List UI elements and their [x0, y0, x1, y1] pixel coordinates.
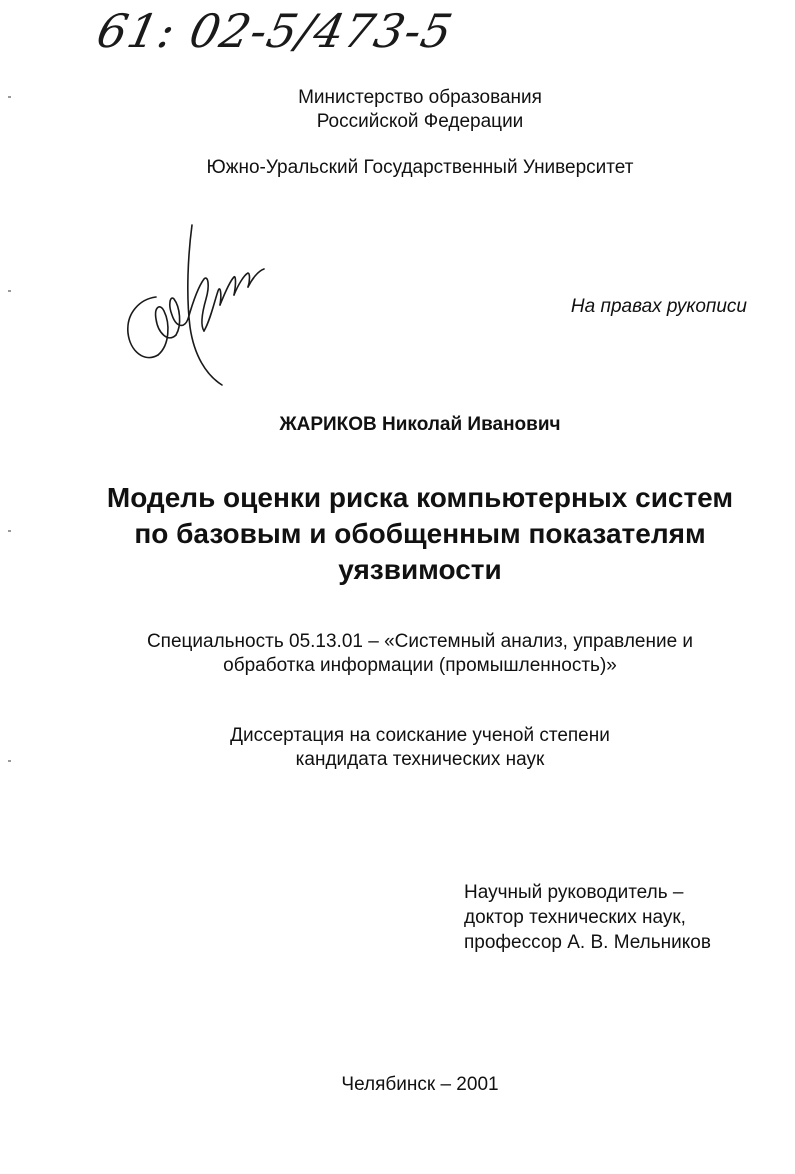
title-line-3: уязвимости	[338, 554, 502, 585]
manuscript-rights-note: На правах рукописи	[570, 296, 747, 317]
supervisor-line-3: профессор А. В. Мельников	[464, 932, 711, 953]
scan-margin-mark	[8, 290, 11, 292]
scientific-supervisor	[464, 880, 711, 955]
handwritten-archive-code: 61: 02-5/473-5	[92, 4, 458, 58]
dissertation-title	[70, 480, 770, 588]
supervisor-line-1: Научный руководитель –	[464, 882, 684, 903]
ministry-line-1: Министерство образования	[298, 87, 542, 108]
degree-statement	[170, 724, 670, 772]
scan-margin-mark	[8, 96, 11, 98]
supervisor-line-2: доктор технических наук,	[464, 907, 686, 928]
degree-line-2: кандидата технических наук	[295, 749, 545, 770]
city-and-year: Челябинск – 2001	[341, 1074, 499, 1095]
degree-line-1: Диссертация на соискание ученой степени	[230, 725, 610, 746]
ministry-line-2: Российской Федерации	[316, 111, 524, 132]
scan-margin-mark	[8, 530, 11, 532]
specialty-text	[90, 630, 750, 678]
title-line-2: по базовым и обобщенным показателям	[134, 518, 706, 549]
specialty-line-2: обработка информации (промышленность)»	[223, 655, 617, 676]
title-line-1: Модель оценки риска компьютерных систем	[106, 482, 734, 513]
author-name: ЖАРИКОВ Николай Иванович	[279, 414, 561, 435]
scan-margin-mark	[8, 760, 11, 762]
ministry-heading	[220, 86, 620, 134]
handwritten-signature	[118, 215, 278, 390]
specialty-line-1: Специальность 05.13.01 – «Системный анализ, управление и	[146, 631, 694, 652]
university-name: Южно-Уральский Государственный Университет	[206, 157, 634, 178]
